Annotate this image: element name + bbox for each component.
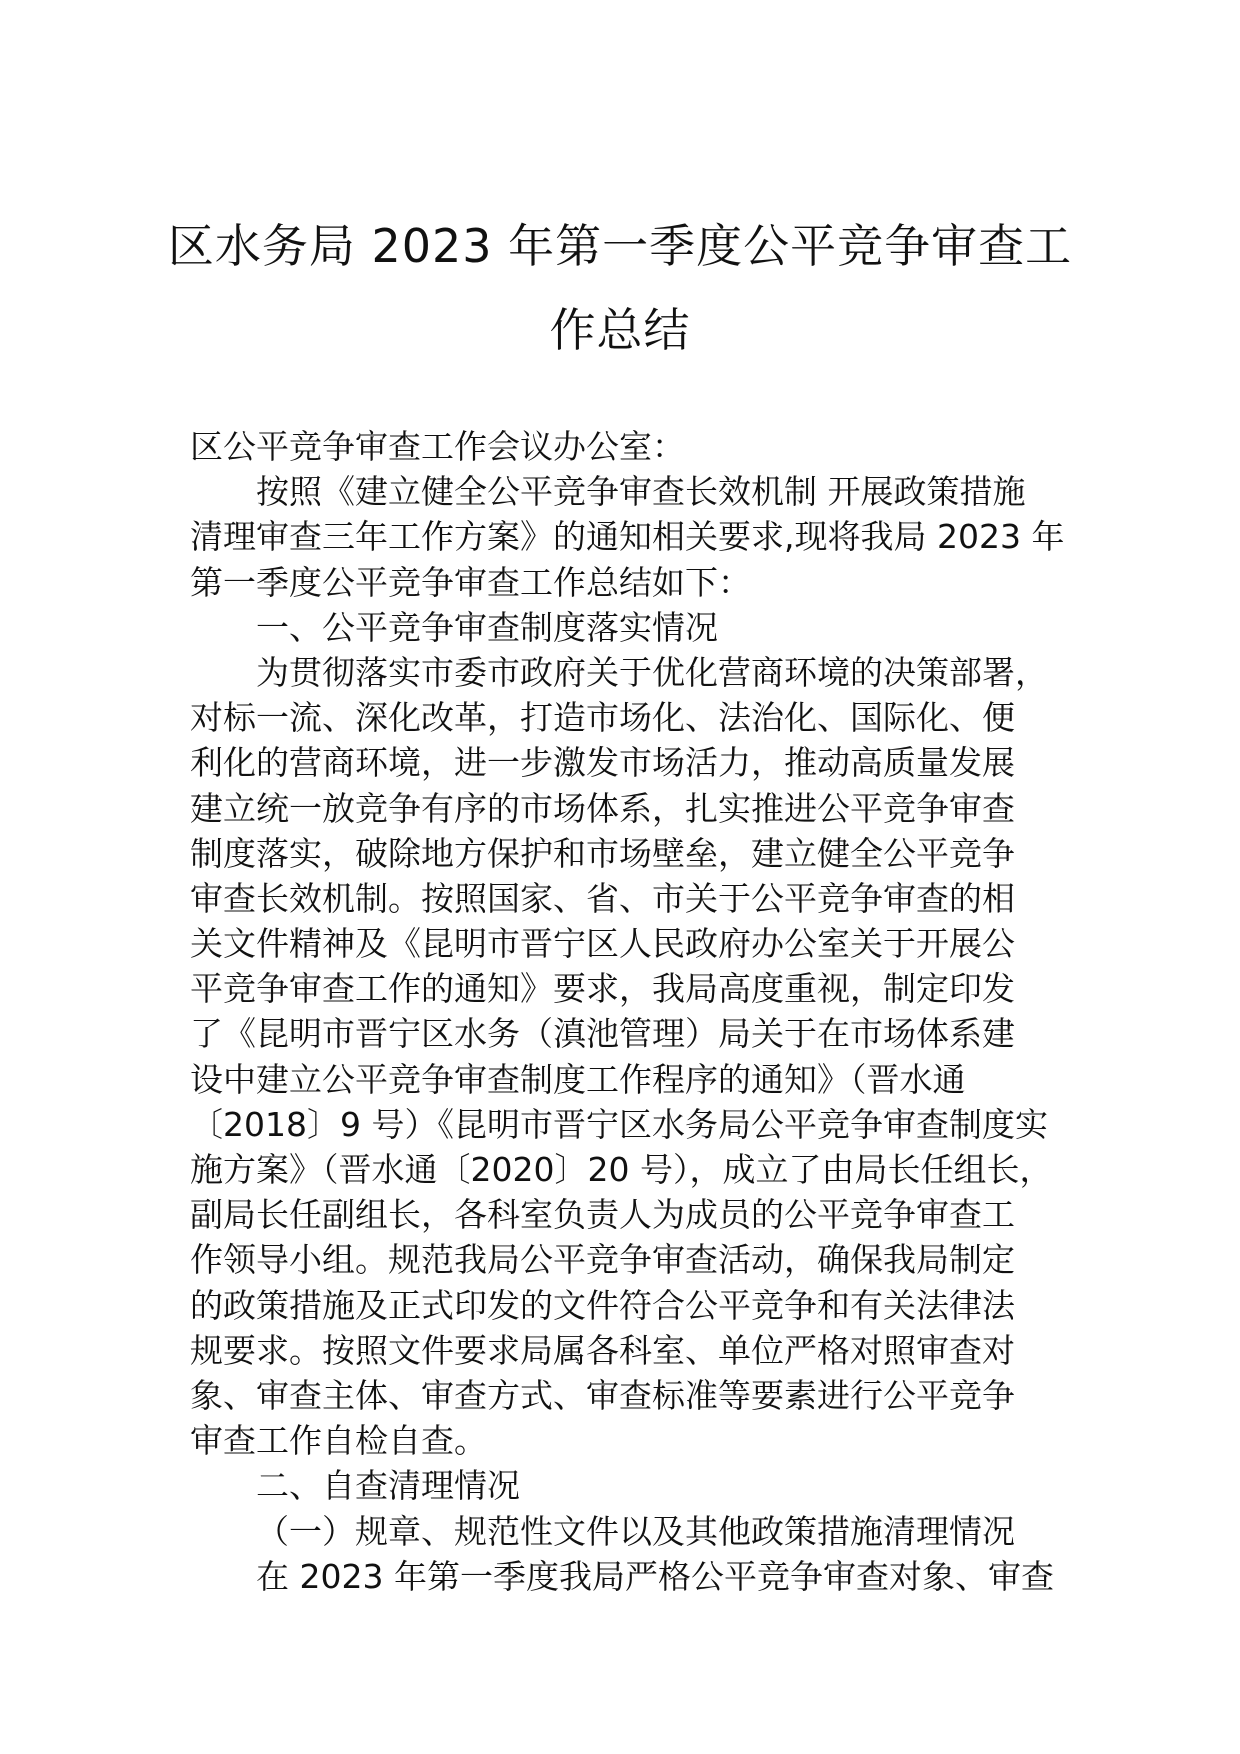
body-line: 施方案》（晋水通〔2020〕20 号），成立了由局长任组长，: [190, 1150, 1053, 1189]
body-line: 〔2018〕9 号）《昆明市晋宁区水务局公平竞争审查制度实: [190, 1104, 1048, 1144]
body-line: 利化的营商环境，进一步激发市场活力，推动高质量发展: [190, 743, 1015, 783]
title-line-2: 作总结: [549, 303, 691, 357]
body-line: 审查工作自检自查。: [190, 1421, 487, 1461]
body-line: 平竞争审查工作的通知》要求，我局高度重视，制定印发: [190, 969, 1015, 1009]
body-line: 二、自查清理情况: [256, 1466, 520, 1506]
body-line: 建立统一放竞争有序的市场体系，扎实推进公平竞争审查: [190, 788, 1015, 828]
body-line: 规要求。按照文件要求局属各科室、单位严格对照审查对: [190, 1330, 1015, 1370]
body-line: 一、公平竞争审查制度落实情况: [256, 607, 718, 647]
body-line: 区公平竞争审查工作会议办公室：: [190, 427, 685, 466]
body-line: 审查长效机制。按照国家、省、市关于公平竞争审查的相: [190, 878, 1015, 918]
body-line: 象、审查主体、审查方式、审查标准等要素进行公平竞争: [190, 1375, 1015, 1415]
body-line: 制度落实，破除地方保护和市场壁垒，建立健全公平竞争: [190, 833, 1015, 873]
body-line: 了《昆明市晋宁区水务（滇池管理）局关于在市场体系建: [190, 1014, 1015, 1054]
body-line: 清理审查三年工作方案》的通知相关要求,现将我局 2023 年: [190, 517, 1065, 557]
body-line: 作领导小组。规范我局公平竞争审查活动，确保我局制定: [190, 1240, 1015, 1280]
document-title: [150, 204, 1090, 372]
body-line: 为贯彻落实市委市政府关于优化营商环境的决策部署，: [256, 652, 1048, 692]
body-line: 在 2023 年第一季度我局严格公平竞争审查对象、审查: [256, 1556, 1054, 1596]
body-line: 按照《建立健全公平竞争审查长效机制 开展政策措施: [256, 472, 1026, 512]
body-line: 设中建立公平竞争审查制度工作程序的通知》（晋水通: [190, 1059, 966, 1099]
body-line: （一）规章、规范性文件以及其他政策措施清理情况: [256, 1511, 1015, 1551]
body-line: 关文件精神及《昆明市晋宁区人民政府办公室关于开展公: [190, 924, 1015, 964]
body-line: 副局长任副组长，各科室负责人为成员的公平竞争审查工: [190, 1195, 1015, 1235]
body-line: 的政策措施及正式印发的文件符合公平竞争和有关法律法: [190, 1285, 1015, 1325]
title-line-1: 区水务局 2023 年第一季度公平竞争审查工: [167, 219, 1073, 273]
body-line: 对标一流、深化改革，打造市场化、法治化、国际化、便: [190, 698, 1015, 738]
body-line: 第一季度公平竞争审查工作总结如下：: [190, 562, 751, 602]
document-body: [190, 424, 1070, 1599]
